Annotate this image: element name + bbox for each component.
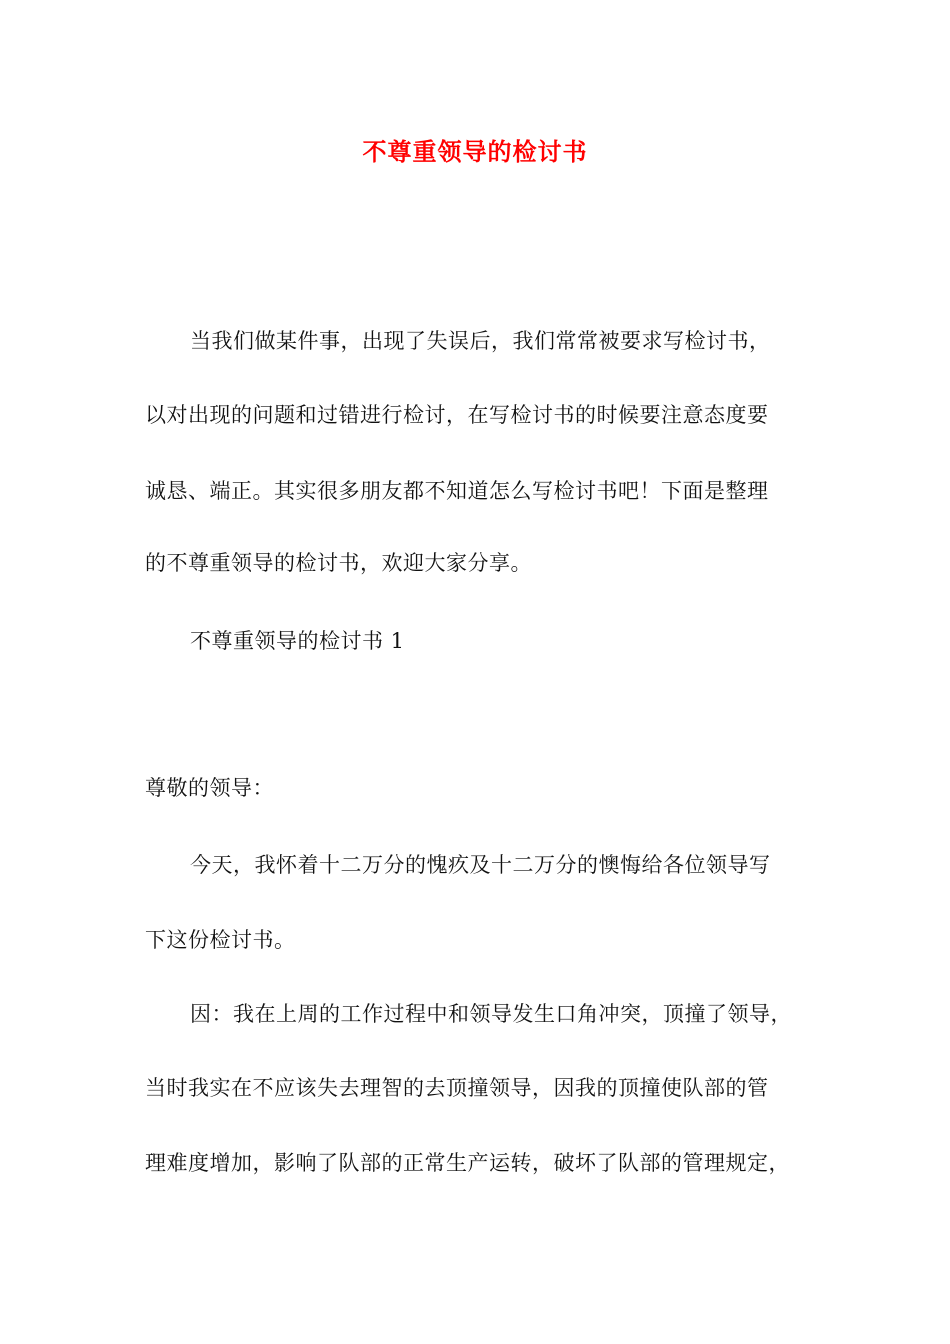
paragraph-line: 今天，我怀着十二万分的愧疚及十二万分的懊悔给各位领导写 bbox=[190, 853, 771, 877]
paragraph-line: 下这份检讨书。 bbox=[145, 928, 296, 952]
salutation: 尊敬的领导： bbox=[145, 776, 274, 800]
document-title: 不尊重领导的检讨书 bbox=[362, 137, 588, 166]
intro-line: 诚恳、端正。其实很多朋友都不知道怎么写检讨书吧！下面是整理 bbox=[145, 479, 769, 503]
paragraph-line: 因：我在上周的工作过程中和领导发生口角冲突，顶撞了领导， bbox=[190, 1002, 792, 1026]
paragraph-line: 理难度增加，影响了队部的正常生产运转，破坏了队部的管理规定， bbox=[145, 1151, 790, 1175]
intro-line: 当我们做某件事，出现了失误后，我们常常被要求写检讨书， bbox=[190, 329, 771, 353]
intro-line: 以对出现的问题和过错进行检讨，在写检讨书的时候要注意态度要 bbox=[145, 403, 769, 427]
intro-line: 的不尊重领导的检讨书，欢迎大家分享。 bbox=[145, 551, 532, 575]
section-heading: 不尊重领导的检讨书 1 bbox=[190, 629, 405, 653]
paragraph-line: 当时我实在不应该失去理智的去顶撞领导，因我的顶撞使队部的管 bbox=[145, 1076, 769, 1100]
